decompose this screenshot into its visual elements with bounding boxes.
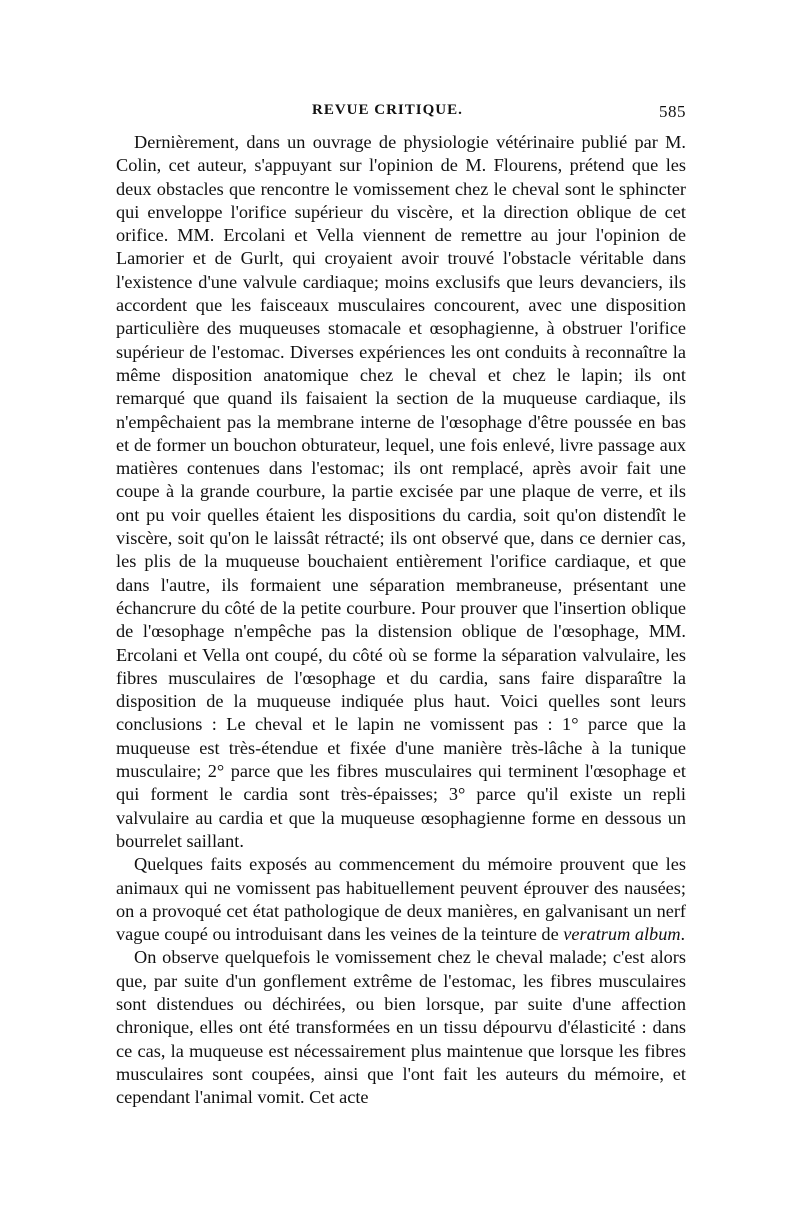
italic-species-name: veratrum album bbox=[563, 924, 681, 945]
paragraph-text: Quelques faits exposés au commencement du mémoire prouvent que les animaux qui ne vomissent pas habituellement peuvent éprouver des nausées; on a provoqué cet état pathologique de deux manières, en galvanisant un nerf vague coupé ou introduisant dans les veines de la teinture de bbox=[116, 854, 686, 945]
paragraph-text: . bbox=[680, 924, 686, 945]
body-text bbox=[116, 131, 686, 1109]
paragraph bbox=[116, 853, 686, 946]
running-title: REVUE CRITIQUE. bbox=[312, 102, 463, 118]
running-header bbox=[116, 102, 686, 126]
paragraph: On observe quelquefois le vomissement chez le cheval malade; c'est alors que, par suite d'un gonflement extrême de l'estomac, les fibres musculaires sont distendues ou déchirées, ou bien lorsque, par suite d'une affection chronique, elles ont été transformées en un tissu dépourvu d'élasticité : dans ce cas, la muqueuse est nécessairement plus maintenue que lorsque les fibres musculaires sont coupées, ainsi que l'ont fait les auteurs du mémoire, et cependant l'animal vomit. Cet acte bbox=[116, 947, 686, 1108]
paragraph: Dernièrement, dans un ouvrage de physiologie vétérinaire publié par M. Colin, cet auteur, s'appuyant sur l'opinion de M. Flourens, prétend que les deux obstacles que rencontre le vomissement chez le cheval sont le sphincter qui enveloppe l'orifice supérieur du viscère, et la direction oblique de cet orifice. MM. Ercolani et Vella viennent de remettre au jour l'opinion de Lamorier et de Gurlt, qui croyaient avoir trouvé l'obstacle véritable dans l'existence d'une valvule cardiaque; moins exclusifs que leurs devanciers, ils accordent que les faisceaux musculaires concourent, avec une disposition particulière des muqueuses stomacale et œsophagienne, à obstruer l'orifice supérieur de l'estomac. Diverses expériences les ont conduits à reconnaître la même disposition anatomique chez le cheval et chez le lapin; ils ont remarqué que quand ils faisaient la section de la muqueuse cardiaque, ils n'empêchaient pas la membrane interne de l'œsophage d'être poussée en bas et de former un bouchon obturateur, lequel, une fois enlevé, livre passage aux matières contenues dans l'estomac; ils ont remplacé, après avoir fait une coupe à la grande courbure, la partie excisée par une plaque de verre, et ils ont pu voir quelles étaient les dispositions du cardia, soit qu'on distendît le viscère, soit qu'on le laissât rétracté; ils ont observé que, dans ce dernier cas, les plis de la muqueuse bouchaient entièrement l'orifice cardiaque, et que dans l'autre, ils formaient une séparation membraneuse, présentant une échancrure du côté de la petite courbure. Pour prouver que l'insertion oblique de l'œsophage n'empêche pas la distension oblique de l'œsophage, MM. Ercolani et Vella ont coupé, du côté où se forme la séparation valvulaire, les fibres musculaires de l'œsophage et du cardia, sans faire disparaître la disposition de la muqueuse indiquée plus haut. Voici quelles sont leurs conclusions : Le cheval et le lapin ne vomissent pas : 1° parce que la muqueuse est très-étendue et fixée d'une manière très-lâche à la tunique musculaire; 2° parce que les fibres musculaires qui terminent l'œsophage et qui forment le cardia sont très-épaisses; 3° parce qu'il existe un repli valvulaire au cardia et que la muqueuse œsophagienne forme en dessous un bourrelet saillant. bbox=[116, 132, 686, 851]
page-number: 585 bbox=[659, 102, 686, 121]
